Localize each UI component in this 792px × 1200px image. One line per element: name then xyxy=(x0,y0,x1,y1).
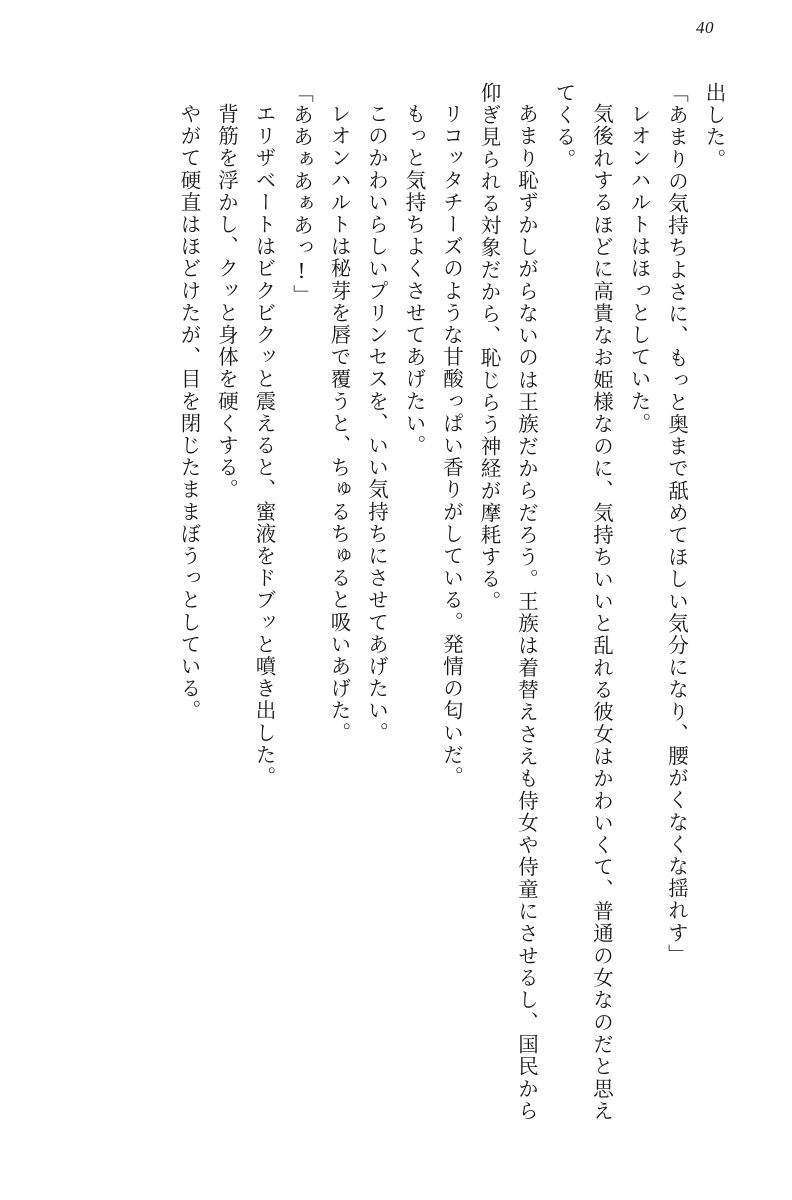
page-number: 40 xyxy=(696,18,714,37)
paragraph: 「あまりの気持ちよさに、もっと奥まで舐めてほしい気分になり、腰がくなくな揺れす」 xyxy=(664,82,689,966)
paragraph: レオンハルトはほっとしていた。 xyxy=(627,103,651,435)
paragraph: レオンハルトは秘芽を唇で覆うと、ちゅるちゅると吸いあげた。 xyxy=(327,103,351,744)
paragraph: このかわいらしいプリンセスを、いい気持ちにさせてあげたい。 xyxy=(364,103,389,744)
paragraph: リコッタチーズのような甘酸っぱい香りがしている。発情の匂いだ。 xyxy=(439,103,464,789)
paragraph: エリザベートはビクビクッと震えると、蜜液をドブッと噴き出した。 xyxy=(252,103,276,789)
paragraph: あまり恥ずかしがらないのは王族だからだろう。王族は着替えさえも侍女や侍童にさせるし、国民から仰ぎ見られる対象だから、恥じらう神経が摩耗する。 xyxy=(477,82,539,1122)
body-text xyxy=(44,82,732,1122)
paragraph: 出した。 xyxy=(702,82,726,171)
paragraph: やがて硬直はほどけたが、目を閉じたままぼうっとしている。 xyxy=(177,103,201,722)
paragraph: 気後れするほどに高貴なお姫様なのに、気持ちいいと乱れる彼女はかわいくて、普通の女なのだと思えてくる。 xyxy=(552,82,614,1122)
paragraph: もっと気持ちよくさせてあげたい。 xyxy=(402,103,426,457)
paragraph: 「ああぁあぁあっ!」 xyxy=(289,82,314,307)
paragraph: 背筋を浮かし、クッと身体を硬くする。 xyxy=(214,103,239,501)
